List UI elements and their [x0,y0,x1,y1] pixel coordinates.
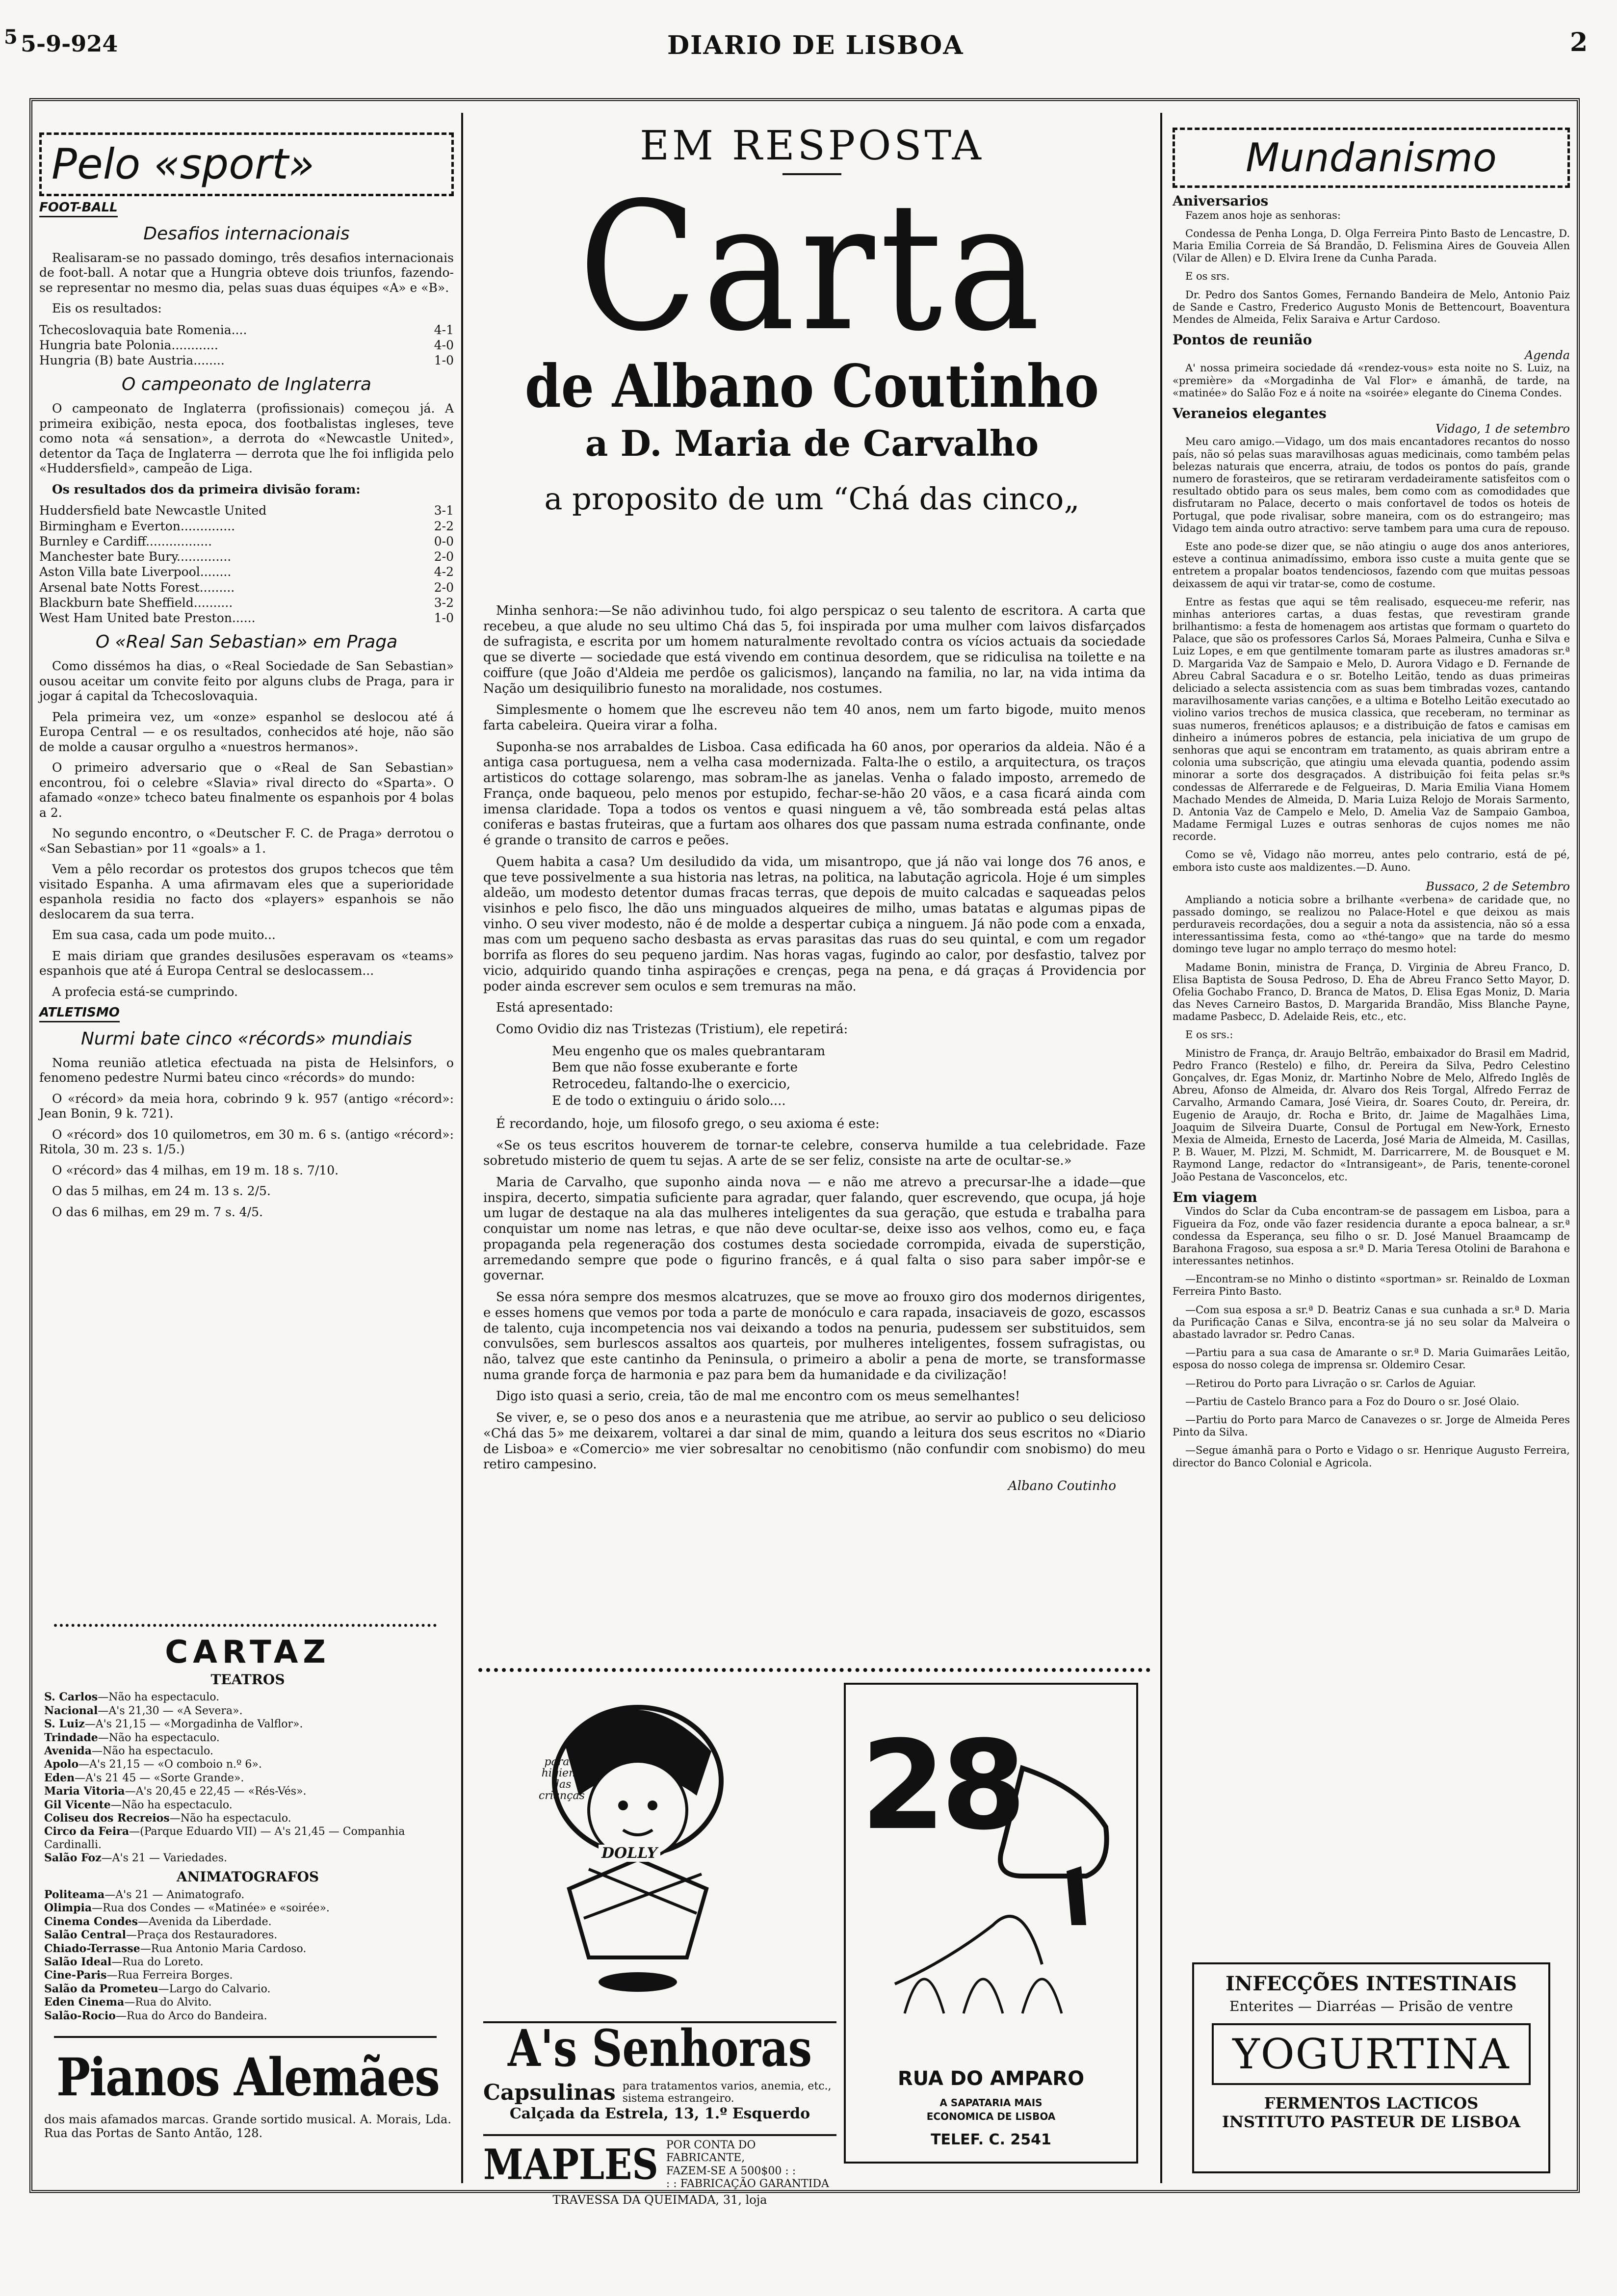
maples-line: : : FABRICAÇÃO GARANTIDA [666,2178,829,2191]
football-paragraph: Como dissémos ha dias, o «Real Sociedade de San Sebastian» ousou aceitar um convite feito por alguns clubs de Praga, para ir jogar á capital da Tchecoslovaquia. [39,659,454,704]
letter-signature: Albano Coutinho [1008,1478,1116,1493]
listing-name: Eden [44,1771,75,1784]
listing-item [44,1888,451,1902]
listing-detail: —A's 20,45 e 22,45 — «Rés-Vés». [125,1785,307,1798]
maples-ad [483,2139,836,2207]
football-paragraph: E mais diriam que grandes desilusões esperavam os «teams» espanhois que até á Europa Central se deslocassem... [39,948,454,978]
dolly-text: crianças [539,1790,585,1802]
result-score: 1-0 [434,353,454,368]
yogurtina-institute: INSTITUTO PASTEUR DE LISBOA [1222,2113,1521,2131]
letter-paragraph: Simplesmente o homem que lhe escreveu não tem 40 anos, nem um farto bigode, muito menos farta cabeleira. Queira virar a folha. [483,703,1146,733]
shoe-ad [844,1683,1138,2164]
veraneios-heading: Veraneios elegantes [1173,405,1327,422]
letter-paragraph: Maria de Carvalho, que suponho ainda nova — e não me atrevo a precursar-lhe a idade—que inspira, decerto, simpatia suficiente para agradar, quer falando, quer escrevendo, que ocupa, já hoje um lugar de destaque na ala das mulheres inteligentes da sua geração, que estuda e trabalha para conquistar um nome nas letras, e que não deve ocultar-se, deixe isso aos velhos, como eu, e faça propaganda pela regeneração dos costumes desta sociedade corrompida, eivada de superstição, arremedando sempre que pode o figurino francês, e á qual falta o siso para saber impôr-se e governar. [483,1175,1146,1283]
letter-body [483,603,1146,1494]
listing-item [44,1812,451,1825]
pianos-rule [54,2036,437,2038]
athletics-paragraph: O «récord» das 4 milhas, em 19 m. 18 s. 7/10. [52,1163,339,1177]
maples-rule [483,2134,836,2136]
athletics-paragraph: O das 5 milhas, em 24 m. 13 s. 2/5. [52,1184,271,1199]
result-row [39,564,454,579]
mundanismo-paragraph: Ministro de França, dr. Araujo Beltrão, embaixador do Brasil em Madrid, Pedro Franco (Restelo) e filho, dr. Pereira da Silva, Pedro Celestino Gonçalves, dr. Egas Moniz, dr. Martinho Nobre de Melo, Alfredo Inglês de Abreu, Afonso de Almeida, dr. Alvaro dos Reis Torgal, Alfredo Ferraz de Carvalho, Armando Camara, José Vieira, dr. Soares Couto, dr. Pereira, dr. Eugenio de Araujo, dr. Rocha e Brito, dr. Jaime de Magalhães Lima, Joaquim de Silveira Duarte, Consul de Portugal em New-York, Ernesto Mexia de Almeida, Ernesto de Lacerda, José Maria de Almeida, M. Casillas, P. B. Wauer, M. Plzzi, M. Schmidt, M. Darricarrere, M. de Bousquet e M. Raymond Lange, redactor do «Intransigeant», de Paris, tenente-coronel João Pestana de Vasconcelos, etc. [1173,1047,1570,1183]
football-headline-2: O campeonato de Inglaterra [122,374,371,395]
poem-line: Meu engenho que os males quebrantaram [552,1044,825,1059]
viagem-heading: Em viagem [1173,1189,1257,1205]
football-label: FOOT-BALL [39,200,118,217]
listing-item [44,1704,451,1718]
listing-name: Salão-Rocio [44,2009,116,2022]
result-row [39,338,454,353]
results-list-international [39,322,454,368]
capsulinas-text: para tratamentos varios, anemia, etc., sistema estrangeiro. [622,2080,832,2105]
athletics-paragraph: O «récord» dos 10 quilometros, em 30 m. 6 s. (antigo «récord»: Ritola, 30 m. 23 s. 1/5.) [39,1127,454,1157]
masthead: DIARIO DE LISBOA [667,30,964,60]
athletics-paragraph: O «récord» da meia hora, cobrindo 9 k. 957 (antigo «récord»: Jean Bonin, 9 k. 721). [39,1091,454,1121]
shoe-line1: A SAPATARIA MAIS [939,2097,1043,2109]
mundanismo-paragraph: Condessa de Penha Longa, D. Olga Ferreira Pinto Basto de Lencastre, D. Maria Emilia Correia de Sá Brandão, D. Felismina Aires de Gouveia Allen (Vilar de Allen) e D. Elvira Irene da Cunha Parada. [1173,227,1570,264]
listing-item [44,2009,451,2023]
listing-detail: —A's 21,30 — «A Severa». [98,1704,243,1717]
listing-detail: —Não ha espectaculo. [169,1812,291,1825]
result-score: 1-0 [434,611,454,626]
listing-item [44,1799,451,1812]
listing-detail: —A's 21 — Variedades. [101,1852,228,1865]
football-headline-1: Desafios internacionais [143,223,350,244]
listing-name: Cine-Paris [44,1969,107,1982]
result-match: Manchester bate Bury.............. [39,549,232,564]
sport-column [39,132,454,1226]
mundanismo-paragraph: Meu caro amigo.—Vidago, um dos mais encantadores recantos do nosso país, não só pelas suas maravilhosas aguas medicinais, como também pelas belezas naturais que encerra, atraiu, de todos os pontos do país, grande numero de forasteiros, que se retiraram verdadeiramente satisfeitos com o resultado obtido para os seus males, bem como com as comodidades que disfrutaram no Palace, decerto o mais confortavel de todos os hoteis de Portugal, que pode rivalisar, sobre maneira, com os do estrangeiro; mas Vidago tem ainda outro atractivo: serve tambem para uma cura de repouso. [1173,436,1570,534]
sport-title-box [39,132,454,196]
poem-line: Retrocedeu, faltando-lhe o exercicio, [552,1077,791,1092]
pianos-ad [44,2046,451,2146]
maples-address: TRAVESSA DA QUEIMADA, 31, loja [552,2192,767,2207]
result-score: 3-2 [434,595,454,610]
listing-detail: —Praça dos Restauradores. [126,1929,278,1942]
result-score: 3-1 [434,503,454,518]
shoe-icon [875,1748,1130,2043]
listing-item [44,1915,451,1929]
mundanismo-paragraph: —Retirou do Porto para Livração o sr. Carlos de Aguiar. [1185,1377,1476,1389]
listing-detail: —Avenida da Liberdade. [138,1915,272,1928]
dolly-text: das [552,1778,572,1791]
capsulinas-address: Calçada da Estrela, 13, 1.º Esquerdo [509,2105,810,2122]
pontos-heading: Pontos de reunião [1173,332,1312,348]
mundanismo-paragraph: Este ano pode-se dizer que, se não atingiu o auge dos anos anteriores, esteve a continua animadíssimo, embora isso custe a muita gente que se entretem a propalar boatos tendenciosos, fazendo com que muitas pessoas deixassem de aqui vir tratar-se, como de costume. [1173,540,1570,590]
dolly-ad [491,1683,805,1997]
result-row [39,353,454,368]
maples-line: POR CONTA DO FABRICANTE, [666,2139,756,2165]
football-paragraph: Realisaram-se no passado domingo, três desafios internacionais de foot-ball. A notar que a Hungria obteve dois triunfos, fazendo-se representar no mesmo dia, pelas suas duas équipes «A» e «B». [39,250,454,295]
teatros-heading: TEATROS [210,1671,285,1688]
mundanismo-paragraph: E os srs.: [1185,1029,1233,1041]
result-score: 4-1 [434,322,454,337]
football-paragraph: O primeiro adversario que o «Real de San Sebastian» encontrou, foi o celebre «Slavia» rival directo do «Sparta». O afamado «onze» tcheco bateu finalmente os espanhois por 4 bolas a 2. [39,760,454,820]
listing-detail: —Rua dos Condes — «Matinée» e «soirée». [92,1902,330,1915]
mundanismo-paragraph: E os srs. [1185,270,1230,283]
letter-paragraph: É recordando, hoje, um filosofo grego, o seu axioma é este: [496,1116,880,1131]
mundanismo-paragraph: Vindos do Sclar da Cuba encontram-se de passagem em Lisboa, para a Figueira da Foz, onde vão fazer residencia durante a epoca balnear, a sr.ª condessa da Esperança, seu filho o sr. D. José Manuel Braamcamp de Barahona Fragoso, sua esposa a sr.ª D. Maria Teresa Otolini de Barahona e interessantes netinhos. [1173,1205,1570,1267]
athletics-headline: Nurmi bate cinco «récords» mundiais [81,1028,412,1049]
result-row [39,534,454,549]
listing-detail: —(Parque Eduardo VII) — A's 21,45 — Companhia Cardinalli. [44,1826,405,1851]
listing-detail: —Rua do Alvito. [124,1996,212,2009]
listing-name: Salão Central [44,1929,126,1942]
vidago-dateline: Vidago, 1 de setembro [1435,421,1570,436]
football-paragraph: Vem a pêlo recordar os protestos dos grupos tchecos que têm visitado Espanha. A uma afirmavam eles que a superioridade espanhola residia no facto dos «players» espanhois se não deslocarem da sua terra. [39,862,454,921]
listing-name: Gil Vicente [44,1798,111,1811]
maples-line: FAZEM-SE A 500$00 : : [666,2165,796,2177]
listing-item [44,1969,451,1982]
mundanismo-paragraph: —Partiu para a sua casa de Amarante o sr.ª D. Maria Guimarães Leitão, esposa do nosso colega de imprensa sr. Oldemiro Cesar. [1173,1347,1570,1371]
letter-paragraph: Como Ovidio diz nas Tristezas (Tristium), ele repetirá: [496,1021,848,1037]
letter-paragraph: Se essa nóra sempre dos mesmos alcatruzes, que se move ao frouxo giro dos modernos dirigentes, e esses homens que vemos por toda a parte de monóculo e cara rapada, insaciaveis de gozo, escassos de talento, cuja incompetencia nos vai deixando a todos na penuria, pudessem ser substituidos, sem convulsões, sem burlescos assaltos aos quarteis, por mulheres inteligentes, fossem sufragistas, ou não, talvez que este cantinho da Peninsula, o primeiro a abolir a pena de morte, se transformasse numa grande força de harmonia e paz para bem da humanidade e da civilização! [483,1290,1146,1383]
shoe-number: 28 [861,1714,1021,1857]
listing-name: S. Carlos [44,1691,98,1704]
result-match: Arsenal bate Notts Forest......... [39,580,235,595]
mundanismo-paragraph: —Partiu de Castelo Branco para a Foz do Douro o sr. José Olaio. [1185,1395,1520,1408]
listing-name: Salão Foz [44,1852,102,1865]
listing-name: Nacional [44,1704,98,1717]
listing-name: Avenida [44,1744,92,1757]
listing-detail: —Rua Antonio Maria Cardoso. [140,1942,307,1955]
result-match: Blackburn bate Sheffield.......... [39,595,233,610]
result-score: 2-2 [434,519,454,533]
column-divider-left [461,113,463,2183]
football-paragraph: Em sua casa, cada um pode muito... [52,928,276,942]
letter-paragraph: «Se os teus escritos houverem de tornar-te celebre, conserva humilde a tua celebridade. Faze sobretudo misterio de quem tu sejas. A arte de se ser feliz, consiste na arte de ocultar-se.» [483,1138,1146,1169]
listing-name: Apolo [44,1758,79,1771]
result-row [39,595,454,610]
listing-name: Chiado-Terrasse [44,1942,140,1955]
mundanismo-paragraph: —Encontram-se no Minho o distinto «sportman» sr. Reinaldo de Loxman Ferreira Pinto Basto. [1173,1273,1570,1298]
listing-item [44,1942,451,1956]
listing-item [44,1902,451,1915]
football-paragraph: A profecia está-se cumprindo. [52,984,238,999]
result-score: 2-0 [434,580,454,595]
result-row [39,580,454,595]
result-row [39,503,454,518]
result-match: Huddersfield bate Newcastle United [39,503,267,518]
dolly-text: higiene [541,1767,582,1780]
football-paragraph: O campeonato de Inglaterra (profissionais) começou já. A primeira exibição, nesta epoca, dos footbalistas ingleses, teve como nota «á sensation», a derrota do «Newcastle United», detentor da Taça de Inglaterra — derrota que lhe foi infligida pelo «Huddersfield», campeão de Liga. [39,401,454,476]
result-row [39,322,454,338]
result-score: 4-2 [434,565,454,579]
football-paragraph: Os resultados dos da primeira divisão foram: [52,482,361,496]
letter-header [471,123,1153,517]
shoe-street: RUA DO AMPARO [897,2067,1085,2090]
pianos-title: Pianos Alemães [56,2046,439,2108]
result-row [39,519,454,534]
shoe-line2: ECONOMICA DE LISBOA [926,2111,1056,2122]
listing-detail: —A's 21 45 — «Sorte Grande». [75,1772,244,1784]
letter-paragraph: Suponha-se nos arrabaldes de Lisboa. Casa edificada ha 60 anos, por operarios da aldeia. Não é a antiga casa portuguesa, nem a velha casa modernizada. Falta-lhe o estilo, a arquitectura, os traços artisticos do cottage solarengo, mas sobram-lhe as janelas. Venha o falado imposto, arremedo de França, onde baqueou, pelo menos por estupido, fechar-se-hão 20 vãos, e a casa ficará ainda com imensa claridade. Topa a todos os ventos e quasi ninguem a vê, tão sombreada está pelas altas coniferas e bastas fruteiras, que a furtam aos olhares dos que passam numa estrada confinante, onde é grande o transito de carros e peões. [483,739,1146,848]
result-match: Hungria bate Polonia............ [39,338,218,352]
letter-paragraph: Digo isto quasi a serio, creia, tão de mal me encontro com os meus semelhantes! [496,1389,1020,1404]
sport-title: Pelo «sport» [52,140,314,189]
listing-name: Olimpia [44,1902,92,1915]
capsulinas-brand: Capsulinas [483,2080,616,2105]
listing-name: Eden Cinema [44,1996,125,2009]
letter-byline: de Albano Coutinho [524,352,1099,421]
result-match: Hungria (B) bate Austria........ [39,353,225,368]
listing-name: Coliseu dos Recreios [44,1811,170,1825]
athletics-label: ATLETISMO [39,1005,120,1022]
football-section [39,200,454,1220]
mundanismo-paragraph: Entre as festas que aqui se têm realisado, esqueceu-me referir, nas minhas anteriores cartas, a duas festas, que revestiram grande brilhantismo: a festa de homenagem aos artistas que formam o quarteto do Palace, que são os professores Carlos Sá, Moraes Palmeira, Cunha e Silva e Luiz Lopes, e em que gentilmente tomaram parte as ilustres amadoras sr.ª D. Margarida Vaz de Sampaio e Melo, D. Aurora Vidago e D. Fernande de Abreu Cabral Sacadura e o sr. Botelho Leitão, tendo as duas primeiras deliciado a selecta assistencia com as suas bem timbradas vozes, cantando maravilhosamente varias canções, e a ultima e Botelho Leitão executado ao violino varios trechos de musica classica, que receberam, no terminar as suas numeros, frenéticos aplausos; e a distribuição de fatos e camisas em dinheiro a inúmeros pobres de estancia, pela iniciativa de um grupo de senhoras que aqui se encontram em tratamento, as quais abriram entre a colonia uma subscrição, que atingiu uma elevada quantia, podendo assim minorar a sorte dos desgraçados. A distribuição foi feita pelas sr.ªs condessas de Alferrarede e de Felgueiras, D. Maria Emilia Viana Homem Machado Mendes de Almeida, D. Maria Luiza Relojo de Morais Sarmento, D. Antonia Vaz de Campelo e Melo, D. Amelia Vaz de Sampaio Gamboa, Madame Fermigal Luzes e outras senhoras de cujos nomes me não recorde. [1173,596,1570,843]
result-score: 2-0 [434,549,454,564]
listing-detail: —Rua do Arco do Bandeira. [115,2009,267,2022]
listing-detail: —A's 21,15 — «Morgadinha de Valflor». [84,1718,303,1731]
listing-name: Politeama [44,1888,105,1902]
mundanismo-body [1173,193,1570,1469]
athletics-paragraph: Noma reunião atletica efectuada na pista de Helsinfors, o fenomeno pedestre Nurmi bateu cinco «récords» do mundo: [39,1055,454,1085]
listing-name: Maria Vitoria [44,1785,125,1798]
maples-title: MAPLES [483,2140,658,2190]
letter-paragraph: Se viver, e, se o peso dos anos e a neurastenia que me atribue, ao servir ao publico o seu delicioso «Chá das 5» me deixarem, voltarei a dar sinal de mim, quando a leitura dos seus escritos no «Diario de Lisboa» e «Comercio» me vier sobresaltar no cenobitismo (não confundir com snobismo) do meu retiro campesino. [483,1410,1146,1472]
column-divider-right [1160,113,1162,2183]
yogurtina-sub: FERMENTOS LACTICOS [1264,2094,1479,2113]
listing-name: Cinema Condes [44,1915,138,1928]
listing-item [44,1956,451,1969]
listing-item [44,1785,451,1798]
bussaco-dateline: Bussaco, 2 de Setembro [1426,879,1570,893]
listing-detail: —Não ha espectaculo. [91,1745,213,1757]
listing-detail: —Rua Ferreira Borges. [106,1969,233,1982]
football-paragraph: Eis os resultados: [52,301,162,316]
listing-item [44,1852,451,1865]
listing-name: S. Luiz [44,1718,85,1731]
senhoras-title: A's Senhoras [507,2018,812,2079]
listing-item [44,1929,451,1942]
listing-name: Circo da Feira [44,1825,130,1838]
issue-date: 5-9-924 [21,30,118,57]
listing-item [44,1691,451,1704]
listing-detail: —Largo do Calvario. [158,1983,271,1995]
result-match: Tchecoslovaquia bate Romenia.... [39,322,247,337]
mundanismo-paragraph: Como se vê, Vidago não morreu, antes pelo contrario, está de pé, embora isto custe aos maldizentes.—D. Auno. [1173,849,1570,873]
animatografos-heading: ANIMATOGRAFOS [176,1869,319,1885]
ad-strip-rule [478,1668,1150,1672]
listing-detail: —A's 21 — Animatografo. [104,1889,245,1902]
result-row [39,610,454,626]
result-match: Aston Villa bate Liverpool........ [39,565,232,579]
listing-item [44,1758,451,1771]
listing-item [44,1825,451,1852]
letter-paragraph: Quem habita a casa? Um desiludido da vida, um misantropo, que já não vai longe dos 76 anos, e que teve possivelmente a sua historia nas letras, na politica, na labutação agricola. Hoje é um simples aldeão, um modesto detentor dumas fracas terras, que depois de muito calcadas e saqueadas pelos visinhos e pelo fisco, lhe dão uns minguados alqueires de milho, umas batatas e algumas pipas de vinho. O seu viver modesto, não é de molde a despertar cubiça a ninguem. Já não pode com a enxada, mas com um pequeno sacho desbasta as ervas parasitas das ruas do seu quintal, e com um regador borrifa as flores do seu pequeno jardim. Nas horas vagas, fugindo ao calor, por desfastio, talvez por vicio, adquirido quando tinha aspirações e crenças, pega na pena, e dá graças á Providencia por poder ainda escrever sem oculos e sem tremuras na mão. [483,854,1146,994]
letter-subtitle: a proposito de um “Chá das cinco„ [544,481,1080,517]
football-paragraph: No segundo encontro, o «Deutscher F. C. de Praga» derrotou o «San Sebastian» por 11 «goals» a 1. [39,826,454,856]
cartaz-top-rule [54,1624,437,1627]
animatografos-list [44,1888,451,2023]
yogurtina-title: INFECÇÕES INTESTINAIS [1225,1972,1517,1995]
mundanismo-paragraph: —Segue ámanhã para o Porto e Vidago o sr. Henrique Augusto Ferreira, director do Banco Colonial e Agricola. [1173,1444,1570,1469]
football-paragraph: Pela primeira vez, um «onze» espanhol se deslocou até á Europa Central — e os resultados, conhecidos até hoje, não são de molde a causar orgulho a «nuestros hermanos». [39,709,454,754]
result-match: Burnley e Cardiff................. [39,534,212,548]
mundanismo-paragraph: Madame Bonin, ministra de França, D. Virginia de Abreu Franco, D. Elisa Baptista de Sousa Pedroso, D. Eha de Abreu Franco Setto Mayor, D. Ofelia Gochabo Franco, D. Branca de Matos, D. Elisa Egas Moniz, D. Maria das Neves Carneiro Bastos, D. Margarida Brandão, Miss Blanche Payne, madame Pasbecc, D. Adelaide Reis, etc., etc. [1173,961,1570,1023]
listing-detail: —Não ha espectaculo. [98,1691,220,1704]
dolly-brand: DOLLY [599,1845,660,1862]
dolly-illustration [491,1683,805,1997]
yogurtina-ad [1192,1962,1550,2173]
yogurtina-line: Enterites — Diarréas — Prisão de ventre [1229,1998,1513,2014]
senhoras-ad [483,2018,836,2122]
mundanismo-paragraph: Dr. Pedro dos Santos Gomes, Fernando Bandeira de Melo, Antonio Paiz de Sande e Castro, Frederico Augusto Monis de Bettencourt, Boaventura Mendes de Almeida, Felix Saraiva e Artur Cardoso. [1173,288,1570,325]
listing-name: Trindade [44,1731,98,1744]
ovid-poem [552,1044,1146,1110]
letter-kicker: EM RESPOSTA [640,123,984,169]
agenda-label: Agenda [1524,348,1570,362]
pianos-text: dos mais afamados marcas. Grande sortido musical. A. Morais, Lda. Rua das Portas de Santo Antão, 128. [44,2113,451,2140]
mundanismo-paragraph: Ampliando a noticia sobre a brilhante «verbena» de caridade que, no passado domingo, se realizou no Palace-Hotel e que deixou as mais perduraveis recordações, dou a seguir a nota da assistencia, não só a essa interessantissima festa, como ao «thé-tango» que na tarde do mesmo domingo teve lugar no amplo terraço do mesmo hotel: [1173,893,1570,955]
poem-line: Bem que não fosse exuberante e forte [552,1060,798,1075]
listing-detail: —Não ha espectaculo. [110,1799,233,1811]
mundanismo-column [1173,128,1570,1475]
result-score: 0-0 [434,534,454,548]
letter-paragraph: Minha senhora:—Se não adivinhou tudo, foi algo perspicaz o seu talento de escritora. A carta que recebeu, a que alude no seu ultimo Chá das 5, foi inspirada por uma mulher com laivos disfarçados de sufragista, e escrita por um homem naturalmente revoltado contra os vícios actuais da sociedade que se diverte — sociedade que está vivendo em continua desordem, que se ridiculisa na toilette e na coiffure (que João d'Aldeia me perdôe os galicismos), lançando na familia, no lar, na vida intima da Nação um desiquilibrio funesto na moralidade, nos costumes. [483,603,1146,696]
dolly-text: para a [544,1756,579,1768]
mundanismo-paragraph: —Partiu do Porto para Marco de Canavezes o sr. Jorge de Almeida Peres Pinto da Silva. [1173,1413,1570,1438]
cartaz-section [44,1634,451,2023]
result-score: 4-0 [434,338,454,352]
listing-item [44,1983,451,1996]
letter-recipient: a D. Maria de Carvalho [585,422,1039,464]
mundanismo-title: Mundanismo [1246,135,1497,181]
listing-item [44,1731,451,1745]
teatros-list [44,1691,451,1865]
page-left-number: 5 [4,26,18,49]
listing-detail: —Não ha espectaculo. [98,1731,220,1744]
listing-name: Salão Ideal [44,1956,112,1969]
football-headline-3: O «Real San Sebastian» em Praga [95,632,398,652]
listing-detail: —A's 21,15 — «O comboio n.º 6». [78,1758,262,1771]
listing-item [44,1772,451,1785]
result-match: Birmingham e Everton.............. [39,519,235,533]
results-list-england [39,503,454,626]
athletics-paragraph: O das 6 milhas, em 29 m. 7 s. 4/5. [52,1204,263,1219]
result-match: West Ham United bate Preston...... [39,611,256,626]
mundanismo-paragraph: —Com sua esposa a sr.ª D. Beatriz Canas e sua cunhada a sr.ª D. Maria da Purificação Canas e Silva, encontra-se já no seu solar da Malveira o abastado lavrador sr. Pedro Canas. [1173,1304,1570,1341]
poem-line: E de todo o extinguiu o árido solo.... [552,1094,786,1109]
listing-detail: —Rua do Loreto. [111,1956,204,1969]
page-number: 2 [1570,27,1588,57]
listing-item [44,1996,451,2009]
letter-title: Carta [578,164,1045,370]
letter-paragraph: Está apresentado: [496,1000,613,1016]
aniversarios-heading: Aniversarios [1173,193,1269,209]
yogurtina-brand: YOGURTINA [1232,2030,1510,2078]
mundanismo-paragraph: A' nossa primeira sociedade dá «rendez-vous» esta noite no S. Luiz, na «première» da «Morgadinha de Val Flor» e ámanhã, de tarde, na «matinée» do Salão Foz e á noite na «soirée» elegante do Cinema Condes. [1173,362,1570,399]
listing-name: Salão da Prometeu [44,1982,158,1995]
cartaz-title: CARTAZ [165,1634,331,1670]
shoe-phone: TELEF. C. 2541 [931,2131,1051,2148]
mundanismo-title-box [1173,128,1570,188]
result-row [39,549,454,564]
yogurtina-brand-box [1212,2023,1531,2085]
listing-item [44,1745,451,1758]
listing-item [44,1718,451,1731]
mundanismo-paragraph: Fazem anos hoje as senhoras: [1185,209,1341,221]
